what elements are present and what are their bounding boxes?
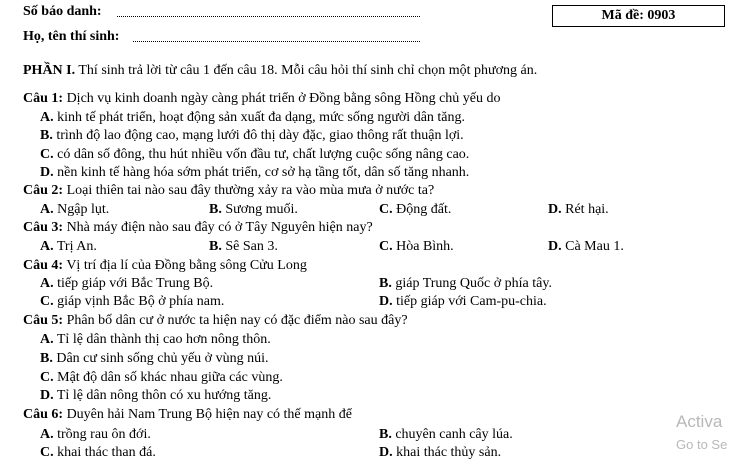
part-title: PHẦN I. (23, 63, 76, 78)
option-5b: B. Dân cư sinh sống chủ yếu ở vùng núi. (40, 351, 269, 366)
question-label: Câu 4: (23, 258, 64, 273)
part-instruction: Thí sinh trả lời từ câu 1 đến câu 18. Mỗi câu hỏi thí sinh chỉ chọn một phương án. (78, 63, 538, 78)
option-4c: C. giáp vịnh Bắc Bộ ở phía nam. (40, 294, 225, 309)
option-1a: A. kinh tế phát triển, hoạt động sản xuất đa dạng, mức sống người dân tăng. (40, 110, 466, 125)
question-3-stem (23, 219, 373, 237)
question-text: Dịch vụ kinh doanh ngày càng phát triển ở Đồng bằng sông Hồng chủ yếu do (66, 91, 501, 106)
activation-watermark-subtitle[interactable]: Go to Se (676, 437, 728, 452)
option-3b: B. Sê San 3. (209, 239, 278, 254)
question-label: Câu 2: (23, 183, 64, 198)
part-heading (23, 62, 537, 80)
option-6a: A. trồng rau ôn đới. (40, 427, 151, 442)
option-6b: B. chuyên canh cây lúa. (379, 427, 513, 442)
question-text: Vị trí địa lí của Đồng bằng sông Cửu Long (66, 258, 307, 273)
option-4b: B. giáp Trung Quốc ở phía tây. (379, 276, 552, 291)
option-4a: A. tiếp giáp với Bắc Trung Bộ. (40, 276, 214, 291)
question-label: Câu 1: (23, 91, 64, 106)
question-5-stem (23, 312, 408, 330)
option-5d: D. Tỉ lệ dân nông thôn có xu hướng tăng. (40, 388, 272, 403)
candidate-name-label: Họ, tên thí sinh: (23, 29, 120, 44)
exam-code-box: Mã đề: 0903 (552, 5, 725, 27)
candidate-name-dots (133, 41, 420, 42)
option-6c: C. khai thác than đá. (40, 445, 156, 460)
option-4d: D. tiếp giáp với Cam-pu-chia. (379, 294, 547, 309)
candidate-number-label: Số báo danh: (23, 4, 102, 19)
question-label: Câu 3: (23, 220, 64, 235)
option-1d: D. nền kinh tế hàng hóa sớm phát triển, cơ sở hạ tầng tốt, dân số tăng nhanh. (40, 165, 470, 180)
option-2d: D. Rét hại. (548, 202, 609, 217)
option-2b: B. Sương muối. (209, 202, 298, 217)
candidate-number-dots (117, 16, 420, 17)
option-3c: C. Hòa Bình. (379, 239, 454, 254)
option-5c: C. Mật độ dân số khác nhau giữa các vùng. (40, 370, 283, 385)
question-text: Nhà máy điện nào sau đây có ở Tây Nguyên hiện nay? (66, 220, 373, 235)
question-text: Phân bố dân cư ở nước ta hiện nay có đặc điểm nào sau đây? (66, 313, 408, 328)
option-1c: C. có dân số đông, thu hút nhiều vốn đầu tư, chất lượng cuộc sống nâng cao. (40, 147, 470, 162)
option-2a: A. Ngập lụt. (40, 202, 110, 217)
option-6d: D. khai thác thủy sản. (379, 445, 502, 460)
option-5a: A. Tỉ lệ dân thành thị cao hơn nông thôn. (40, 332, 271, 347)
question-text: Duyên hải Nam Trung Bộ hiện nay có thế mạnh để (66, 407, 352, 422)
question-label: Câu 6: (23, 407, 64, 422)
question-2-stem (23, 182, 434, 200)
question-6-stem (23, 406, 352, 424)
option-2c: C. Động đất. (379, 202, 452, 217)
activation-watermark-title: Activa (676, 412, 723, 431)
option-3a: A. Trị An. (40, 239, 97, 254)
question-label: Câu 5: (23, 313, 64, 328)
question-1-stem (23, 90, 501, 108)
question-4-stem (23, 257, 307, 275)
option-1b: B. trình độ lao động cao, mạng lưới đô thị dày đặc, giao thông rất thuận lợi. (40, 128, 464, 143)
question-text: Loại thiên tai nào sau đây thường xảy ra vào mùa mưa ở nước ta? (66, 183, 435, 198)
option-3d: D. Cà Mau 1. (548, 239, 624, 254)
